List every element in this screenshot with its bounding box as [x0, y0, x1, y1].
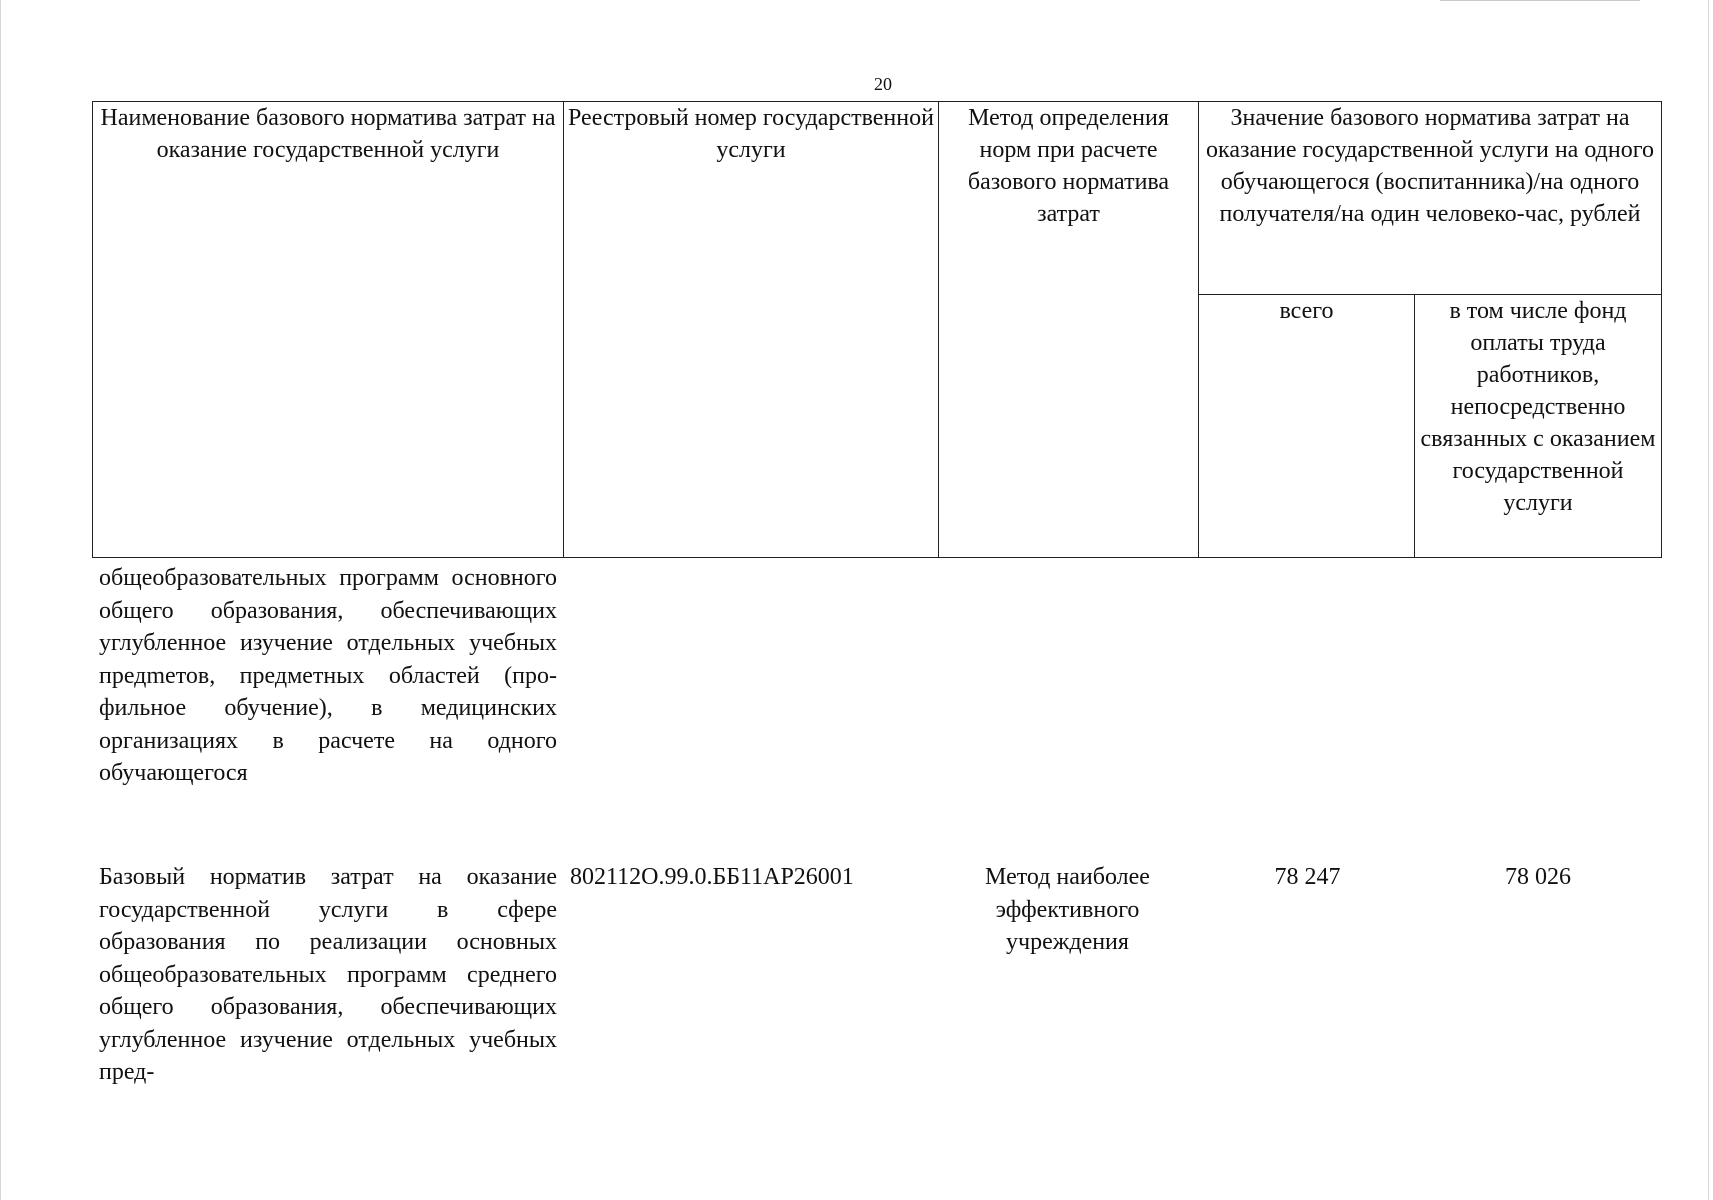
scan-right-edge [1708, 0, 1709, 1200]
row-1-name: общеобразовательных программ основного общего образования, обеспечивающих углубленное изучение отдельных учебных предmетов, предметных областей (профильное обучение), в медицинских организациях в расчете на одного обучающегося [99, 565, 557, 786]
header-cell-fund: в том числе фонд оплаты труда работников, непосредственно связанных с оказанием государственной услуги [1415, 295, 1662, 558]
scan-top-rule [1440, 0, 1640, 1]
page-number: 20 [874, 74, 892, 94]
row-2-registry-number: 802112О.99.0.ББ11АР26001 [570, 864, 854, 890]
table-header [92, 101, 1662, 558]
row-2-fund: 78 026 [1505, 864, 1571, 890]
scan-left-edge [0, 0, 1, 1200]
header-cell-method: Метод определения норм при расчете базового норматива затрат [939, 102, 1199, 558]
row-2-name: Базовый норматив затрат на оказание государственной услуги в сфере образования по реализации основных общеобразовательных программ среднего общего образования, обеспечивающих углубленное изучение отдельных учебных пред- [99, 864, 557, 1085]
header-cell-value: Значение базового норматива затрат на оказание государственной услуги на одного обучающегося (воспитанника)/на одного получателя/на один человеко-час, рублей [1199, 102, 1662, 295]
header-cell-name: Наименование базового норматива затрат на оказание государственной услуги [93, 102, 564, 558]
row-2-method: Метод наиболее эффективного учреждения [985, 864, 1150, 955]
row-2-total: 78 247 [1274, 864, 1341, 890]
header-cell-total: всего [1199, 295, 1415, 558]
header-cell-registry: Реестровый номер государственной услуги [564, 102, 939, 558]
